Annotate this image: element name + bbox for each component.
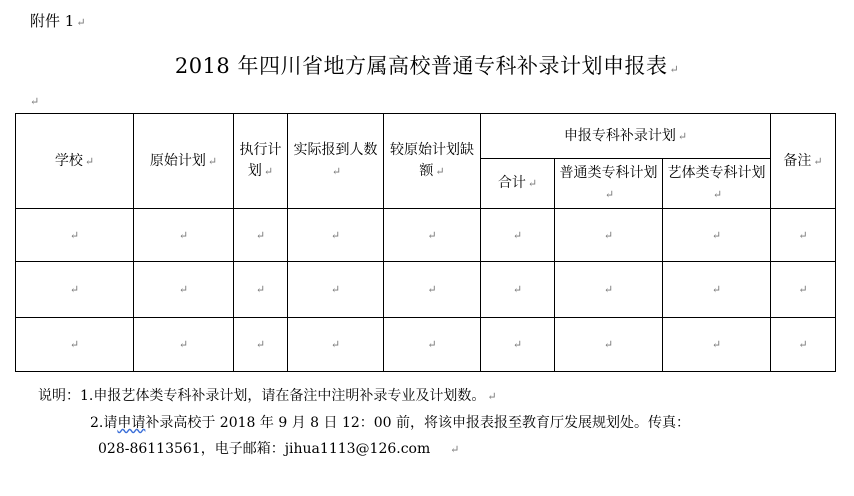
note-line-3: 028-86113561，电子邮箱：jihua1113@126.com ↵ xyxy=(98,441,460,457)
header-remarks: 备注 ↵ xyxy=(771,114,836,209)
table-cell[interactable]: ↵ xyxy=(663,209,771,262)
table-cell[interactable]: ↵ xyxy=(234,209,288,262)
table-cell[interactable]: ↵ xyxy=(16,209,134,262)
table-cell[interactable]: ↵ xyxy=(288,318,384,372)
table-cell[interactable]: ↵ xyxy=(234,262,288,318)
table-cell[interactable]: ↵ xyxy=(384,262,481,318)
header-executed-plan: 执行计划 ↵ xyxy=(234,114,288,209)
table-cell[interactable]: ↵ xyxy=(663,318,771,372)
header-shortfall: 较原始计划缺额 ↵ xyxy=(384,114,481,209)
table-row xyxy=(16,318,836,372)
document-title xyxy=(0,50,854,80)
note-line-1: 说明：1.申报艺体类专科补录计划，请在备注中注明补录专业及计划数。 ↵ xyxy=(38,388,497,404)
paragraph-mark-icon: ↵ xyxy=(669,63,680,76)
table-cell[interactable]: ↵ xyxy=(16,318,134,372)
table-cell[interactable]: ↵ xyxy=(481,262,555,318)
spellcheck-underline: 申请 xyxy=(117,415,146,431)
table-cell[interactable]: ↵ xyxy=(481,209,555,262)
application-table xyxy=(15,113,836,372)
attachment-text: 附件 1 xyxy=(30,12,75,30)
table-cell[interactable]: ↵ xyxy=(134,209,234,262)
paragraph-mark-icon: ↵ xyxy=(76,16,86,29)
paragraph-mark-icon: ↵ xyxy=(487,390,497,403)
header-school: 学校 ↵ xyxy=(16,114,134,209)
paragraph-mark-icon: ↵ xyxy=(450,443,460,456)
header-arts-sports: 艺体类专科计划↵ xyxy=(663,159,771,209)
table-cell[interactable]: ↵ xyxy=(134,318,234,372)
attachment-label xyxy=(30,10,86,31)
table-cell[interactable]: ↵ xyxy=(134,262,234,318)
table-cell[interactable]: ↵ xyxy=(288,209,384,262)
table-cell[interactable]: ↵ xyxy=(234,318,288,372)
header-original-plan: 原始计划 ↵ xyxy=(134,114,234,209)
table-cell[interactable]: ↵ xyxy=(555,318,663,372)
header-general: 普通类专科计划↵ xyxy=(555,159,663,209)
table-cell[interactable]: ↵ xyxy=(555,262,663,318)
table-cell[interactable]: ↵ xyxy=(481,318,555,372)
table-cell[interactable]: ↵ xyxy=(771,209,836,262)
header-total: 合计 ↵ xyxy=(481,159,555,209)
table-cell[interactable]: ↵ xyxy=(771,318,836,372)
table-cell[interactable]: ↵ xyxy=(555,209,663,262)
table-cell[interactable]: ↵ xyxy=(288,262,384,318)
table-cell[interactable]: ↵ xyxy=(384,209,481,262)
note-line-2: 2.请申请补录高校于 2018 年 9 月 8 日 12：00 前，将该申报表报至教育厅发展规划处。传真： xyxy=(90,415,691,431)
table-cell[interactable]: ↵ xyxy=(771,262,836,318)
table-cell[interactable]: ↵ xyxy=(663,262,771,318)
header-actual-enrolled: 实际报到人数↵ xyxy=(288,114,384,209)
paragraph-mark-icon: ↵ xyxy=(30,95,40,108)
header-apply-group: 申报专科补录计划 ↵ xyxy=(481,114,771,159)
title-text: 2018 年四川省地方属高校普通专科补录计划申报表 xyxy=(174,54,668,78)
table-row xyxy=(16,262,836,318)
table-row xyxy=(16,209,836,262)
notes xyxy=(38,383,690,463)
table-cell[interactable]: ↵ xyxy=(16,262,134,318)
table-cell[interactable]: ↵ xyxy=(384,318,481,372)
